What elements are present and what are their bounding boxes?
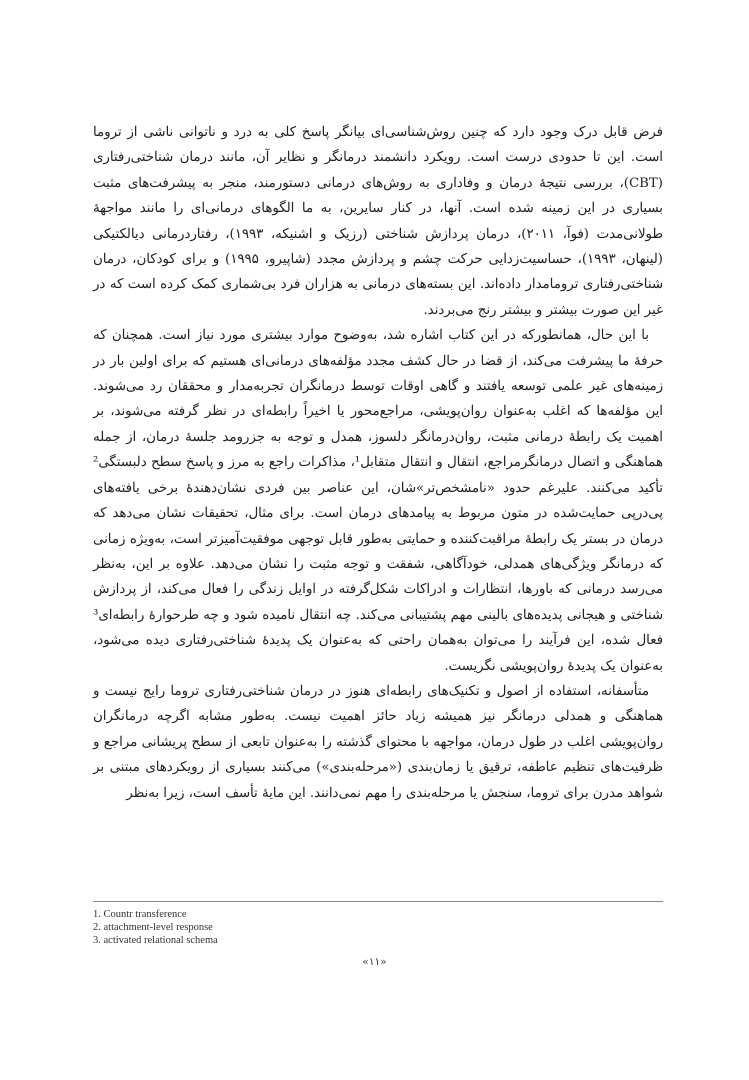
footnote-3: 3. activated relational schema: [93, 935, 218, 946]
footnote-list: [93, 908, 663, 947]
page-number: «۱۱»: [362, 956, 387, 968]
footnote-divider: [93, 901, 663, 902]
footnotes: [93, 901, 663, 947]
paragraph-1: فرض قابل درک وجود دارد که چنین روش‌شناسی‌ای بیانگر پاسخ کلی به درد و ناتوانی ناشی از تروما است. این تا حدودی درست است. رویکرد دانشمند درمانگر و نظایر آن، مانند درمان شناختی‌رفتاری (CBT)، بررسی نتیجهٔ درمان و وفاداری به روش‌های درمانی دستورمند، منجر به پیشرفت‌های مثبت بسیاری در این زمینه شده است. آنها، در کنار سایرین، به ما الگوهای درمانی‌ای را مانند مواجههٔ طولانی‌مدت (فوآ، ۲۰۱۱)، درمان پردازش شناختی (رزیک و اشنیکه، ۱۹۹۳)، رفتاردرمانی دیالکتیکی (لینهان، ۱۹۹۳)، حساسیت‌زدایی حرکت چشم و پردازش مجدد (شاپیرو، ۱۹۹۵) و برای کودکان، درمان شناختی‌رفتاری ترومامدار داده‌اند. این بسته‌های درمانی به هزاران فرد بی‌شماری کمک کرده است که در غیر این صورت بیشتر و بیشتر رنج می‌بردند.: [93, 125, 663, 318]
paragraph-2: با این حال، همانطورکه در این کتاب اشاره شد، به‌وضوح موارد بیشتری مورد نیاز است. همچنان که حرفهٔ ما پیشرفت می‌کند، از قضا در حال کشف مجدد مؤلفه‌های درمانی‌ای هستیم که برای اولین بار در زمینه‌های غیر علمی توسعه یافتند و گاهی اوقات توسط درمانگران تجربه‌مدار و محققان رد می‌شوند. این مؤلفه‌ها که اغلب به‌عنوان روان‌پویشی، مراجع‌محور یا اخیراً رابطه‌ای در نظر گرفته می‌شوند، بر اهمیت یک رابطهٔ درمانی مثبت، روان‌درمانگر دلسوز، همدل و توجه به جزرومد جلسهٔ درمان، از جمله هماهنگی و اتصال درمانگرمراجع، انتقال و انتقال متقابل¹، مذاکرات راجع به مرز و پاسخ سطح دلبستگی² تأکید می‌کنند. علیرغم حدود «نامشخص‌تر»شان، این عناصر بین فردی نشان‌دهندهٔ برخی یافته‌های پی‌درپی حمایت‌شده در متون مربوط به پیامدهای درمان است. برای مثال، تحقیقات نشان می‌دهد که درمان در بستر یک رابطهٔ مراقبت‌کننده و حمایتی به‌طور قابل توجهی موفقیت‌آمیزتر است، به‌ویژه زمانی که درمانگر ویژگی‌های همدلی، خودآگاهی، شفقت و توجه مثبت را نشان می‌دهد. علاوه بر این، به‌نظر می‌رسد درمانی که باورها، انتظارات و ادراکات شکل‌گرفته در اوایل زندگی را فعال می‌کند، از پردازش شناختی و هیجانی پدیده‌های بالینی مهم پشتیبانی می‌کند. چه انتقال نامیده شود و چه طرحوارهٔ رابطه‌ای³ فعال شده، این فرآیند را می‌توان به‌همان راحتی که به‌عنوان یک پدیدهٔ شناختی‌رفتاری دیده می‌شود، به‌عنوان یک پدیدهٔ روان‌پویشی نگریست.: [93, 328, 663, 674]
footnote-2: 2. attachment-level response: [93, 922, 213, 933]
paragraph-3: متأسفانه، استفاده از اصول و تکنیک‌های رابطه‌ای هنوز در درمان شناختی‌رفتاری تروما رایج نیست و هماهنگی و همدلی درمانگر نیز همیشه زیاد حائز اهمیت نیست. به‌طور مشابه اگرچه درمانگران روان‌پویشی اغلب در طول درمان، مواجهه با محتوای گذشته را به‌عنوان تابعی از سطح پریشانی مراجع و ظرفیت‌های تنظیم عاطفه، ترقیق یا زمان‌بندی («مرحله‌بندی») می‌کنند بسیاری از رویکردهای مبتنی بر شواهد مدرن برای تروما، سنجش یا مرحله‌بندی را مهم نمی‌دانند. این مایهٔ تأسف است، زیرا به‌نظر: [93, 683, 663, 801]
main-text: [93, 120, 663, 806]
footnote-1: 1. Countr transference: [93, 909, 187, 920]
